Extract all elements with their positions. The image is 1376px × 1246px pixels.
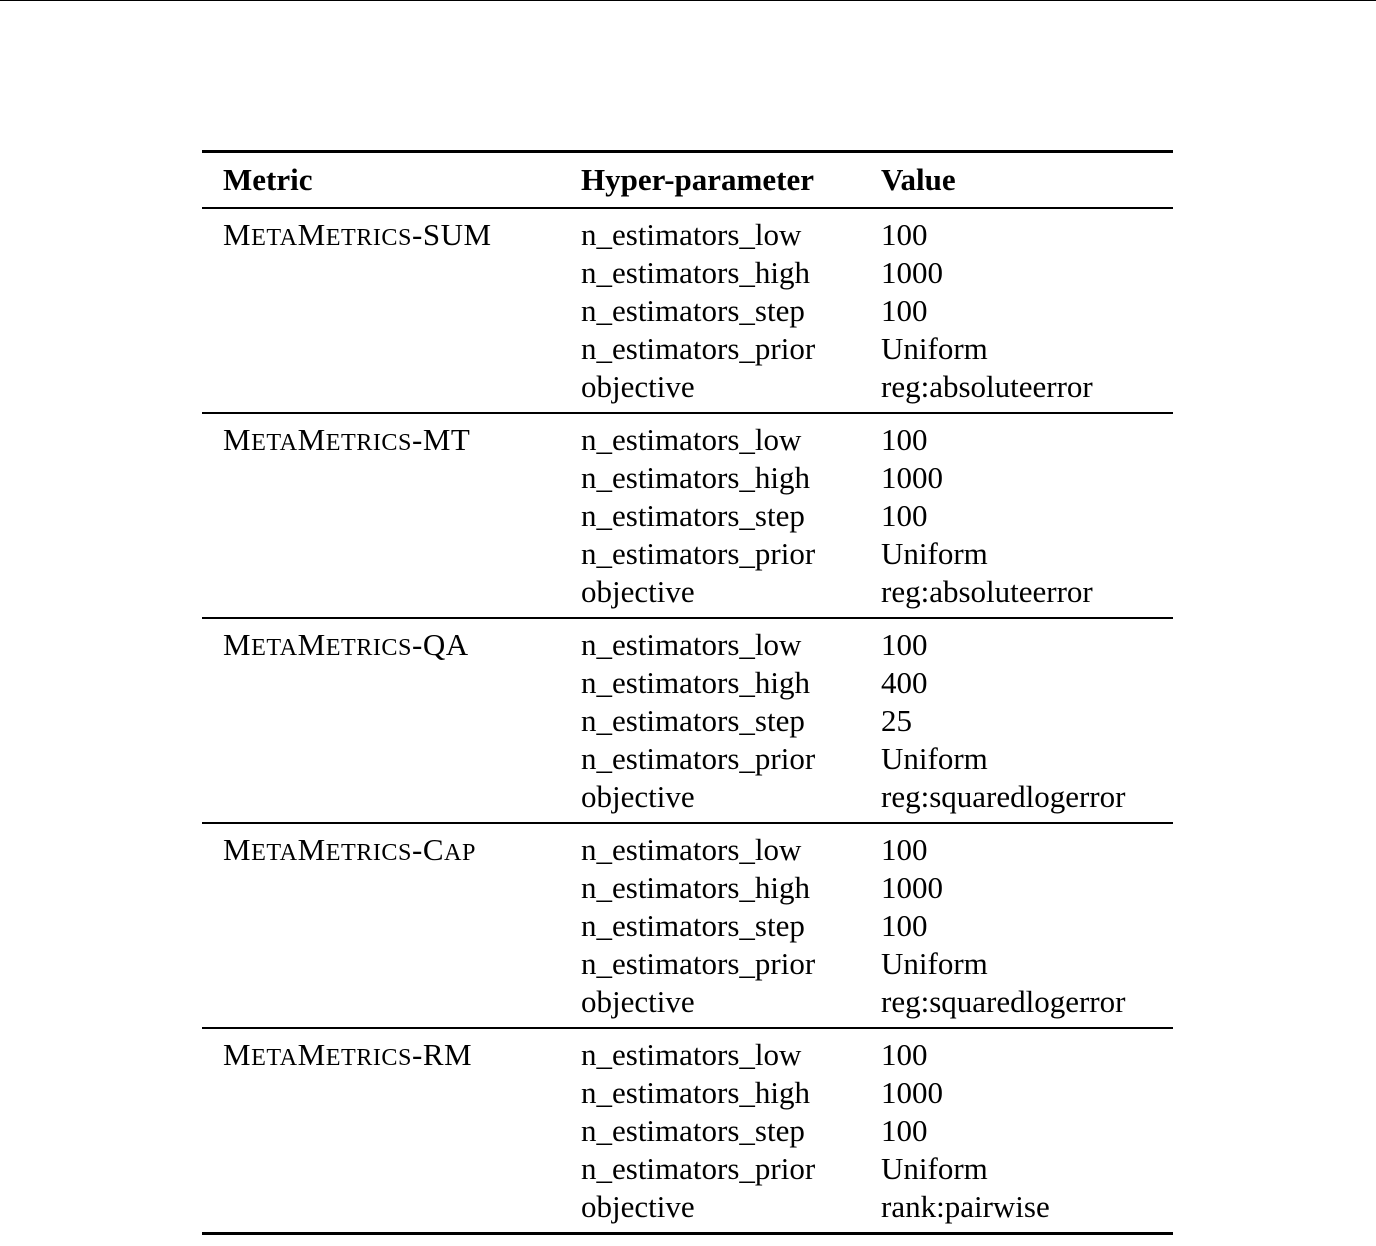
value-cell: 100 <box>881 627 928 662</box>
value-cell: reg:absoluteerror <box>881 574 1093 609</box>
param-cell: objective <box>581 984 695 1019</box>
metric-name-mt: METAMETRICS-MT <box>223 422 471 457</box>
param-cell: n_estimators_high <box>581 460 811 495</box>
page-top-rule <box>0 0 1376 1</box>
value-cell: 100 <box>881 908 928 943</box>
value-cell: 25 <box>881 703 912 738</box>
param-cell: n_estimators_high <box>581 870 811 905</box>
table-row <box>202 208 1173 254</box>
value-cell: 1000 <box>881 460 943 495</box>
value-cell: 400 <box>881 665 928 700</box>
metric-group-rm <box>202 1028 1173 1234</box>
param-cell: n_estimators_step <box>581 703 805 738</box>
table-row <box>202 1028 1173 1074</box>
param-cell: n_estimators_step <box>581 498 805 533</box>
value-cell: 100 <box>881 422 928 457</box>
hyperparameter-table-container <box>202 150 1173 1235</box>
param-cell: n_estimators_prior <box>581 741 816 776</box>
value-cell: 1000 <box>881 1075 943 1110</box>
header-metric: Metric <box>223 162 313 197</box>
value-cell: reg:squaredlogerror <box>881 984 1126 1019</box>
value-cell: 1000 <box>881 870 943 905</box>
header-value: Value <box>881 162 956 197</box>
param-cell: n_estimators_high <box>581 1075 811 1110</box>
value-cell: 100 <box>881 293 928 328</box>
param-cell: n_estimators_low <box>581 217 802 252</box>
value-cell: reg:squaredlogerror <box>881 779 1126 814</box>
value-cell: 100 <box>881 217 928 252</box>
param-cell: n_estimators_prior <box>581 331 816 366</box>
metric-name-cap: METAMETRICS-CAP <box>223 832 476 867</box>
value-cell: Uniform <box>881 741 988 776</box>
param-cell: n_estimators_low <box>581 1037 802 1072</box>
table-row <box>202 823 1173 869</box>
value-cell: 100 <box>881 832 928 867</box>
header-hyperparameter: Hyper-parameter <box>581 162 814 197</box>
param-cell: objective <box>581 574 695 609</box>
value-cell: Uniform <box>881 946 988 981</box>
param-cell: n_estimators_prior <box>581 946 816 981</box>
param-cell: n_estimators_low <box>581 832 802 867</box>
value-cell: Uniform <box>881 1151 988 1186</box>
metric-group-mt <box>202 413 1173 618</box>
param-cell: n_estimators_step <box>581 1113 805 1148</box>
header-row <box>202 152 1173 209</box>
value-cell: 100 <box>881 498 928 533</box>
metric-name-qa: METAMETRICS-QA <box>223 627 469 662</box>
param-cell: n_estimators_high <box>581 665 811 700</box>
param-cell: n_estimators_prior <box>581 1151 816 1186</box>
param-cell: n_estimators_low <box>581 422 802 457</box>
param-cell: n_estimators_step <box>581 908 805 943</box>
metric-name-rm: METAMETRICS-RM <box>223 1037 473 1072</box>
value-cell: Uniform <box>881 331 988 366</box>
value-cell: rank:pairwise <box>881 1189 1050 1224</box>
hyperparameter-table <box>202 150 1173 1235</box>
table-row <box>202 413 1173 459</box>
table-header <box>202 152 1173 209</box>
metric-group-qa <box>202 618 1173 823</box>
value-cell: 100 <box>881 1037 928 1072</box>
param-cell: n_estimators_high <box>581 255 811 290</box>
param-cell: objective <box>581 369 695 404</box>
table-row <box>202 618 1173 664</box>
metric-name-sum: METAMETRICS-SUM <box>223 217 492 252</box>
param-cell: n_estimators_low <box>581 627 802 662</box>
metric-group-cap <box>202 823 1173 1028</box>
value-cell: 100 <box>881 1113 928 1148</box>
param-cell: n_estimators_prior <box>581 536 816 571</box>
param-cell: objective <box>581 1189 695 1224</box>
value-cell: 1000 <box>881 255 943 290</box>
value-cell: Uniform <box>881 536 988 571</box>
value-cell: reg:absoluteerror <box>881 369 1093 404</box>
param-cell: n_estimators_step <box>581 293 805 328</box>
metric-group-sum <box>202 208 1173 413</box>
param-cell: objective <box>581 779 695 814</box>
